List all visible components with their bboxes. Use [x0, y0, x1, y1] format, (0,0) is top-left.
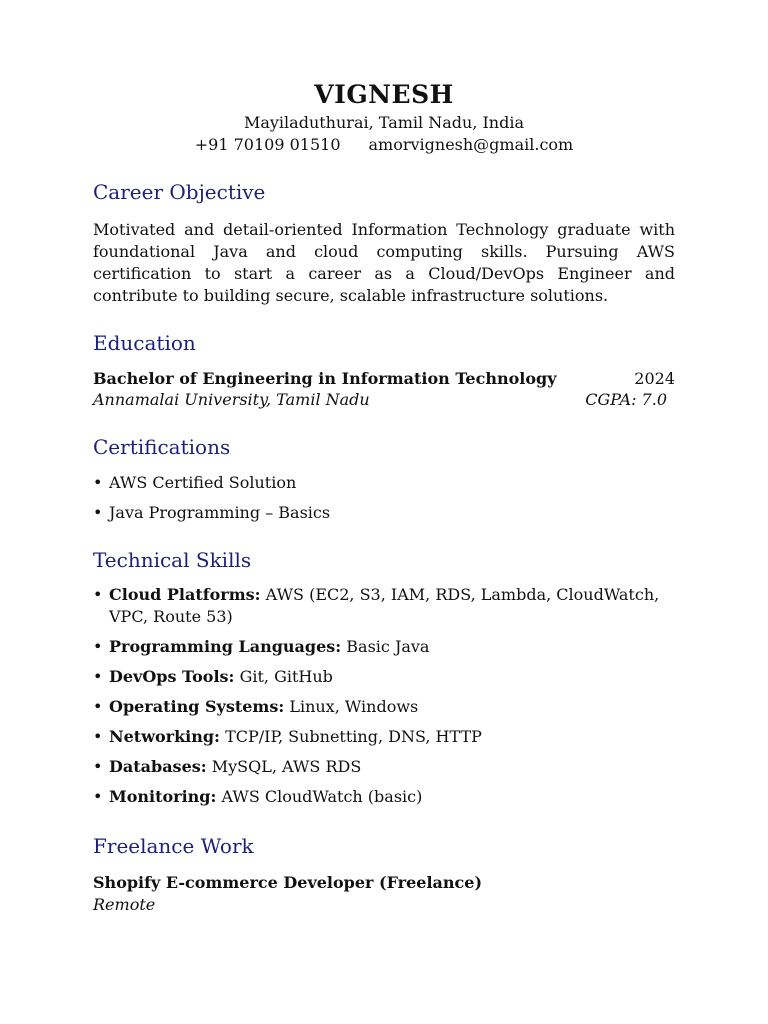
certifications-list: [93, 472, 675, 524]
skill-category: Monitoring:: [109, 787, 217, 806]
certification-item: [93, 502, 675, 524]
skill-category: Databases:: [109, 757, 207, 776]
resume-page: [93, 78, 675, 916]
bullet-icon: •: [93, 585, 103, 604]
skill-value: Basic Java: [346, 637, 430, 656]
skill-value: Linux, Windows: [289, 697, 419, 716]
email-address: amorvignesh@gmail.com: [368, 135, 574, 154]
skill-item: [93, 584, 675, 628]
education-section: [93, 330, 675, 410]
skill-category: Operating Systems:: [109, 697, 285, 716]
skill-item: [93, 696, 675, 718]
degree-name: Bachelor of Engineering in Information Technology: [93, 369, 557, 388]
skill-value: MySQL, AWS RDS: [211, 757, 362, 776]
section-title-objective: Career Objective: [93, 180, 266, 204]
certification-label: AWS Certified Solution: [109, 473, 297, 492]
skills-section: [93, 547, 675, 808]
certification-item: [93, 472, 675, 494]
skill-category: Networking:: [109, 727, 220, 746]
section-title-freelance: Freelance Work: [93, 834, 254, 858]
section-title-skills: Technical Skills: [93, 548, 252, 572]
skill-value: AWS CloudWatch (basic): [221, 787, 423, 806]
bullet-icon: •: [93, 787, 103, 806]
skills-list: [93, 584, 675, 808]
phone-number: +91 70109 01510: [194, 135, 341, 154]
certification-label: Java Programming – Basics: [109, 503, 331, 522]
education-row-secondary: [93, 389, 675, 410]
skill-value: AWS (EC2, S3, IAM, RDS, Lambda, CloudWatch, VPC, Route 53): [109, 585, 660, 626]
objective-text: Motivated and detail-oriented Information Technology graduate with foundational Java and cloud computing skills. Pursuing AWS certification to start a career as a Cloud/DevOps Engineer and contribute to building secure, scalable infrastructure solutions.: [93, 220, 675, 305]
section-title-education: Education: [93, 331, 196, 355]
location-line: Mayiladuthurai, Tamil Nadu, India: [243, 113, 525, 132]
bullet-icon: •: [93, 667, 103, 686]
skill-item: [93, 666, 675, 688]
bullet-icon: •: [93, 727, 103, 746]
objective-section: [93, 179, 675, 307]
candidate-name: VIGNESH: [314, 80, 454, 109]
graduation-year: 2024: [634, 369, 675, 388]
bullet-icon: •: [93, 757, 103, 776]
freelance-section: [93, 833, 675, 916]
skill-value: TCP/IP, Subnetting, DNS, HTTP: [225, 727, 482, 746]
freelance-role: Shopify E-commerce Developer (Freelance): [93, 873, 483, 892]
skill-value: Git, GitHub: [239, 667, 333, 686]
skill-item: [93, 756, 675, 778]
institution-name: Annamalai University, Tamil Nadu: [93, 390, 370, 409]
skill-item: [93, 726, 675, 748]
skill-category: Programming Languages:: [109, 637, 342, 656]
bullet-icon: •: [93, 503, 103, 522]
section-title-certifications: Certifications: [93, 435, 231, 459]
bullet-icon: •: [93, 473, 103, 492]
skill-item: [93, 786, 675, 808]
freelance-location: Remote: [93, 895, 156, 914]
resume-header: [93, 78, 675, 156]
cgpa-value: CGPA: 7.0: [585, 390, 667, 409]
certifications-section: [93, 434, 675, 524]
bullet-icon: •: [93, 697, 103, 716]
skill-item: [93, 636, 675, 658]
skill-category: Cloud Platforms:: [109, 585, 261, 604]
skill-category: DevOps Tools:: [109, 667, 235, 686]
education-row-primary: [93, 368, 675, 389]
contact-line: [93, 134, 675, 156]
bullet-icon: •: [93, 637, 103, 656]
